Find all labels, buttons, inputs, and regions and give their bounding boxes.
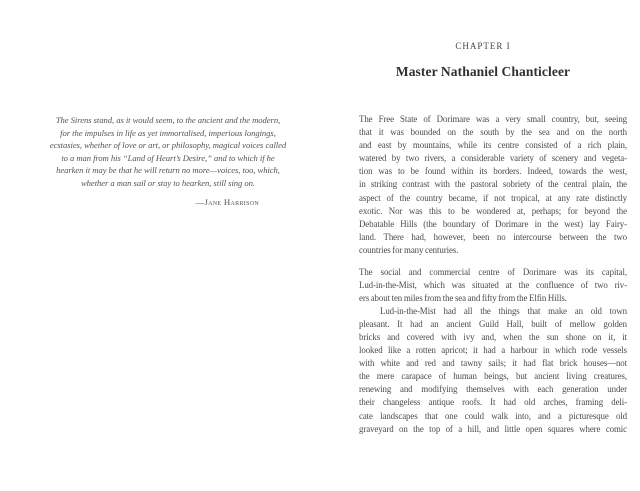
text-line: The social and commercial centre of Dorimare was its capital, xyxy=(359,266,627,277)
epigraph-attribution: —Jane Harrison xyxy=(195,197,259,207)
epigraph-line: The Sirens stand, as it would seem, to the ancient and the modern, xyxy=(55,115,281,125)
epigraph-line: ecstasies, whether of love or art, or philosophy, magical voices called xyxy=(49,140,287,150)
text-line: in striking contrast with the pastoral sobriety of the central plain, the xyxy=(359,179,627,190)
text-line: and east by mountains, while its centre consisted of a rich plain, xyxy=(359,140,627,151)
chapter-label: CHAPTER I xyxy=(455,41,511,51)
text-column xyxy=(359,0,627,491)
text-line: aspect of the country became, if not tropical, at any rate distinctly xyxy=(359,192,627,203)
text-line: Lud-in-the-Mist had all the things that make an old town xyxy=(380,305,627,316)
text-line: bricks and covered with ivy and, when the sun shone on it, it xyxy=(359,332,627,342)
text-line: the mere carapace of human beings, but ancient living creatures, xyxy=(359,371,627,382)
paragraph xyxy=(359,266,627,305)
text-line: cate landscapes that one could walk into, and a picturesque old xyxy=(359,410,627,421)
text-line: Debatable Hills (the boundary of Dorimare in the west) lay Fairy- xyxy=(359,218,627,229)
chapter-body xyxy=(359,113,627,436)
epigraph-line: whether a man sail or stay to hearken, still sing on. xyxy=(81,177,255,188)
epigraph-line: hearken it may be that he will return no more—voices, too, which, xyxy=(56,165,280,175)
paragraph xyxy=(359,305,627,436)
text-line: looked like a rotten apricot; it had a harbour in which rode vessels xyxy=(359,345,627,356)
text-line: with white and red and tawny sails; it had flat brick houses—not xyxy=(359,358,627,369)
epigraph-line: to a man from his “Land of Heart’s Desire,” and to which if he xyxy=(61,152,275,163)
text-line: The Free State of Dorimare was a very small country, but, seeing xyxy=(359,114,627,124)
text-line: renewing and modifying themselves with each generation under xyxy=(359,384,627,395)
text-line: their changeless antique roofs. It had old arches, framing deli- xyxy=(359,397,627,408)
epigraph xyxy=(33,114,303,209)
text-line: countries for many centuries. xyxy=(359,244,459,255)
text-line: watered by two rivers, a considerable variety of scenery and vegeta- xyxy=(359,153,627,164)
epigraph-line: for the impulses in life as yet immortalised, imperious longings, xyxy=(60,127,276,138)
paragraph xyxy=(359,113,627,257)
text-line: land. There had, however, been no intercourse between the two xyxy=(359,231,627,242)
text-line: tion was to be found within its borders. Indeed, towards the west, xyxy=(359,166,627,177)
text-line: pleasant. It had an ancient Guild Hall, built of mellow golden xyxy=(359,318,627,329)
text-line: ers about ten miles from the sea and fifty from the Elfin Hills. xyxy=(359,292,567,303)
text-line: that it was bounded on the south by the sea and on the north xyxy=(359,127,627,138)
text-line: Lud-in-the-Mist, which was situated at the confluence of two riv- xyxy=(359,279,627,290)
chapter-title: Master Nathaniel Chanticleer xyxy=(395,64,571,79)
right-page xyxy=(320,0,640,491)
epigraph-text xyxy=(33,114,303,189)
text-line: graveyard on the top of a hill, and little open squares where comic xyxy=(359,423,627,434)
text-line: exotic. Nor was this to be wondered at, perhaps; for beyond the xyxy=(359,205,627,216)
